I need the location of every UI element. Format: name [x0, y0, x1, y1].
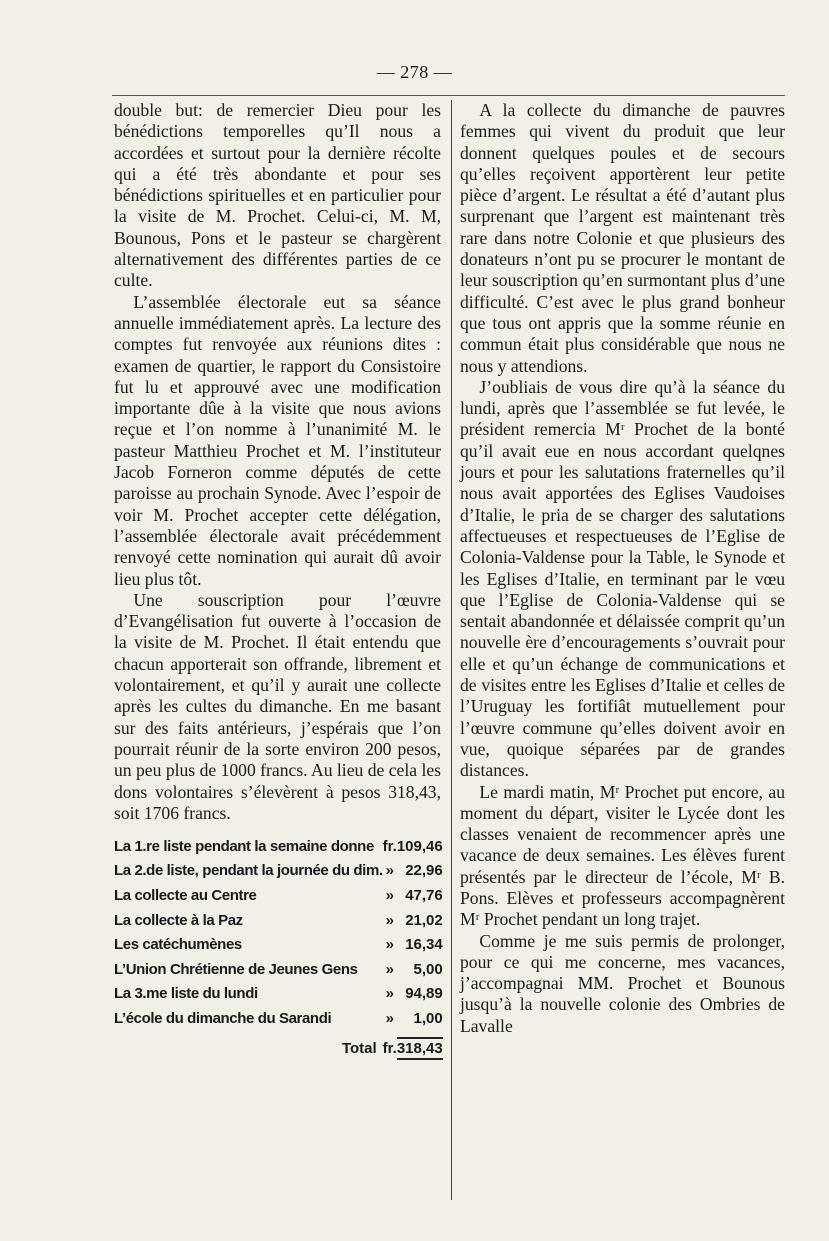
donation-prefix: »: [385, 1009, 394, 1027]
donation-label: La 2.de liste, pendant la journée du dim.: [114, 862, 383, 880]
donation-amount: 22,96: [405, 862, 443, 880]
total-amount: 318,43: [397, 1037, 443, 1060]
donation-amount: 16,34: [405, 936, 443, 954]
right-column: [460, 100, 785, 1037]
donation-label: L’école du dimanche du Sarandi: [114, 1009, 332, 1027]
donation-row: [114, 1006, 443, 1031]
donation-label: La 3.me liste du lundi: [114, 985, 258, 1003]
donation-prefix: »: [385, 936, 394, 954]
left-column: [114, 100, 441, 1061]
donation-amount: 109,46: [396, 837, 443, 855]
donation-label: L’Union Chrétienne de Jeunes Gens: [114, 960, 358, 978]
donation-row: [114, 883, 443, 908]
paragraph: Le mardi matin, Mʳ Prochet put encore, au moment du départ, visiter le Lycée dont les classes venaient de recommencer après une vacance de deux semaines. Les élèves furent présentés par le directeur de l’école, Mʳ B. Pons. Elèves et professeurs accompagnèrent Mʳ Prochet pendant un long trajet.: [460, 781, 785, 930]
donation-prefix: »: [385, 911, 394, 929]
donation-label: La collecte au Centre: [114, 886, 257, 904]
donation-amount: 5,00: [413, 960, 443, 978]
paragraph: L’assemblée électorale eut sa séance annuelle immédiatement après. La lecture des comptes fut renvoyée aux réunions dites : examen de quartier, le rapport du Consistoire fut lu et approuvé avec une modification importante dûe à la visite que nous avions reçue et l’on nomme à l’unanimité M. le pasteur Matthieu Prochet et M. l’instituteur Jacob Forneron comme députés de cette paroisse au prochain Synode. Avec l’espoir de voir M. Prochet accepter cette délégation, l’assemblée électorale avait précédemment renvoyé cette nomination qui aurait dû avoir lieu plus tôt.: [114, 291, 441, 589]
donation-amount: 94,89: [405, 985, 443, 1003]
donation-amount: 47,76: [405, 886, 443, 904]
donation-row: [114, 908, 443, 933]
donation-amount: 21,02: [405, 911, 443, 929]
paragraph: Une souscription pour l’œuvre d’Evangélisation fut ouverte à l’occasion de la visite de M. Prochet. Il était entendu que chacun apporterait son offrande, librement et volontairement, et qu’il y aurait une collecte après les cultes du dimanche. En me basant sur des faits antérieurs, j’espérais que l’on pourrait réunir de la sorte environ 200 pesos, un peu plus de 1000 francs. Au lieu de cela les dons volontaires s’élevèrent à pesos 318,43, soit 1706 francs.: [114, 589, 441, 823]
paragraph: double but: de remercier Dieu pour les bénédictions temporelles qu’Il nous a accordées et surtout pour la dernière récolte qui a été très abondante et pour ses bénédictions spirituelles et en particulier pour la visite de M. Prochet. Celui-ci, M. M, Bounous, Pons et le pasteur se chargèrent alternativement des différentes parties de ce culte.: [114, 100, 441, 291]
paragraph: J’oubliais de vous dire qu’à la séance du lundi, après que l’assemblée se fut levée, le président remercia Mʳ Prochet de la bonté qu’il avait eue en nous accordant quelqnes jours et pour les salutations fraternelles qu’il nous avait apportées des Eglises Vaudoises d’Italie, le pria de se charger des salutations affectueuses et respectueuses de l’Eglise de Colonia-Valdense pour la Table, le Synode et les Eglises d’Italie, en terminant par le vœu que l’Eglise de Colonia-Valdense qui se sentait abandonnée et délaissée comprit qu’un nouvelle ère d’encouragements s’ouvrait pour elle et qu’un échange de communications et de visites entre les Eglises d’Italie et celles de l’Uruguay les fortifiât mutuellement pour l’œuvre commune qu’elles doivent avoir en vue, quoique séparées par de grandes distances.: [460, 376, 785, 781]
header-rule: [112, 95, 785, 96]
donations-table: [114, 834, 443, 1061]
donation-prefix: »: [385, 886, 394, 904]
donation-prefix: »: [385, 985, 394, 1003]
donation-row: [114, 957, 443, 982]
page-number: — 278 —: [376, 62, 453, 82]
column-divider: [451, 100, 452, 1200]
donation-prefix: »: [385, 862, 394, 880]
donation-row: [114, 834, 443, 859]
total-prefix: fr.: [382, 1040, 397, 1058]
donations-total-row: [114, 1031, 443, 1062]
donation-label: Les catéchumènes: [114, 936, 242, 954]
paragraph: Comme je me suis permis de prolonger, pour ce qui me concerne, mes vacances, j’accompagnai MM. Prochet et Bounous jusqu’à la nouvelle colonie des Ombries de Lavalle: [460, 930, 785, 1036]
total-label: Total: [341, 1040, 377, 1058]
donation-row: [114, 859, 443, 884]
donation-row: [114, 932, 443, 957]
donation-row: [114, 982, 443, 1007]
donation-prefix: »: [385, 960, 394, 978]
donation-label: La collecte à la Paz: [114, 911, 243, 929]
donation-amount: 1,00: [413, 1009, 443, 1027]
paragraph: A la collecte du dimanche de pauvres femmes qui vivent du produit que leur donnent quelques poules et de secours qu’elles reçoivent apportèrent leur petite pièce d’argent. Le résultat a été d’autant plus surprenant que l’argent est maintenant très rare dans notre Colonie et que plusieurs des donateurs n’ont pu se procurer le montant de leur souscription qu’en surmontant plus d’une difficulté. C’est avec le plus grand bonheur que tous ont appris que la somme réunie en commun était plus considérable que nous ne nous y attendions.: [460, 100, 785, 376]
donation-label: La 1.re liste pendant la semaine donne: [114, 837, 374, 855]
donation-prefix: fr.: [382, 837, 397, 855]
